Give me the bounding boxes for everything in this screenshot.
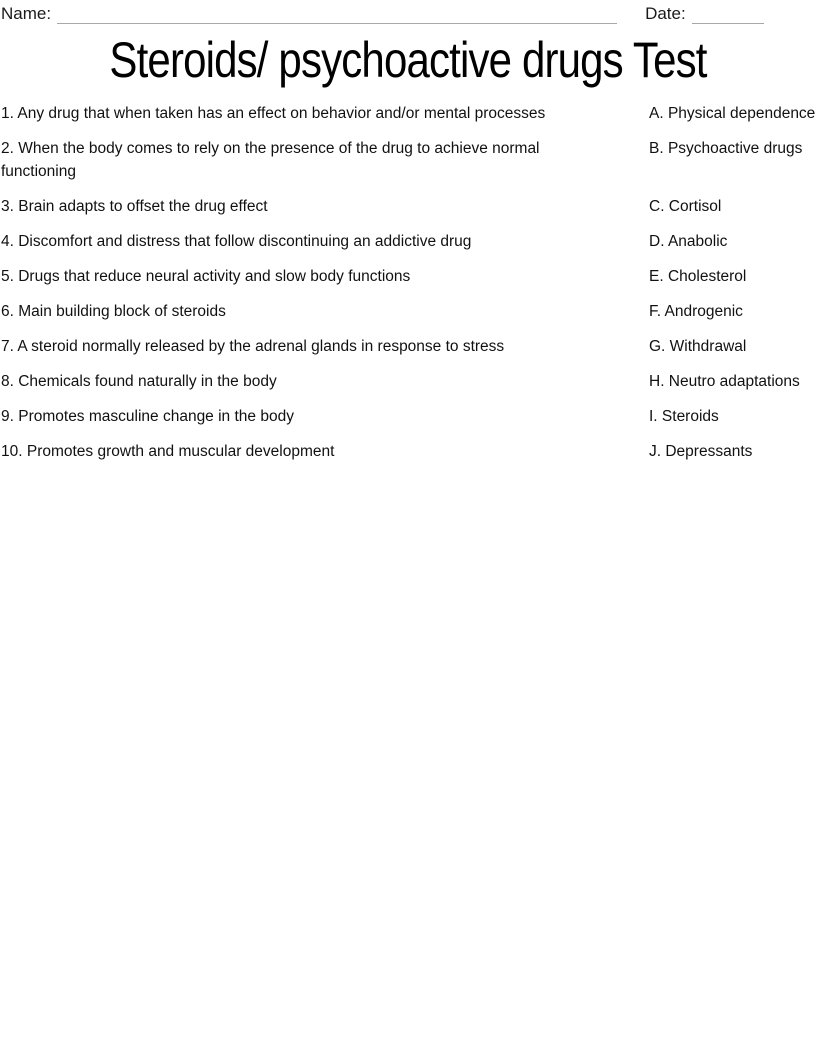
- name-label: Name:: [1, 4, 52, 23]
- answer-option: D. Anabolic: [649, 233, 728, 250]
- match-row: [1, 230, 816, 253]
- question-text: 3. Brain adapts to offset the drug effect: [1, 198, 268, 215]
- date-label: Date:: [645, 4, 686, 23]
- matching-section: [0, 102, 816, 463]
- match-row: [1, 300, 816, 323]
- match-row: [1, 335, 816, 358]
- question-text: 2. When the body comes to rely on the presence of the drug to achieve normal functioning: [1, 140, 540, 180]
- page-title: Steroids/ psychoactive drugs Test: [109, 32, 707, 88]
- question-text: 5. Drugs that reduce neural activity and slow body functions: [1, 268, 411, 285]
- header-row: [0, 0, 816, 24]
- answer-option: C. Cortisol: [649, 198, 722, 215]
- date-blank-line[interactable]: [692, 5, 764, 24]
- question-text: 10. Promotes growth and muscular development: [1, 443, 335, 460]
- answer-option: B. Psychoactive drugs: [649, 140, 803, 157]
- question-text: 4. Discomfort and distress that follow discontinuing an addictive drug: [1, 233, 472, 250]
- match-row: [1, 440, 816, 463]
- answer-option: E. Cholesterol: [649, 268, 747, 285]
- question-text: 9. Promotes masculine change in the body: [1, 408, 294, 425]
- match-row: [1, 370, 816, 393]
- question-text: 6. Main building block of steroids: [1, 303, 226, 320]
- name-blank-line[interactable]: [57, 5, 617, 24]
- answer-option: F. Androgenic: [649, 303, 743, 320]
- answer-option: I. Steroids: [649, 408, 719, 425]
- match-row: [1, 265, 816, 288]
- match-row: [1, 102, 816, 125]
- match-row: [1, 137, 816, 183]
- question-text: 8. Chemicals found naturally in the body: [1, 373, 277, 390]
- answer-option: G. Withdrawal: [649, 338, 747, 355]
- answer-option: A. Physical dependence: [649, 105, 816, 122]
- match-row: [1, 405, 816, 428]
- answer-option: J. Depressants: [649, 443, 753, 460]
- answer-option: H. Neutro adaptations: [649, 373, 800, 390]
- question-text: 7. A steroid normally released by the adrenal glands in response to stress: [1, 338, 505, 355]
- question-text: 1. Any drug that when taken has an effect on behavior and/or mental processes: [1, 105, 546, 122]
- match-row: [1, 195, 816, 218]
